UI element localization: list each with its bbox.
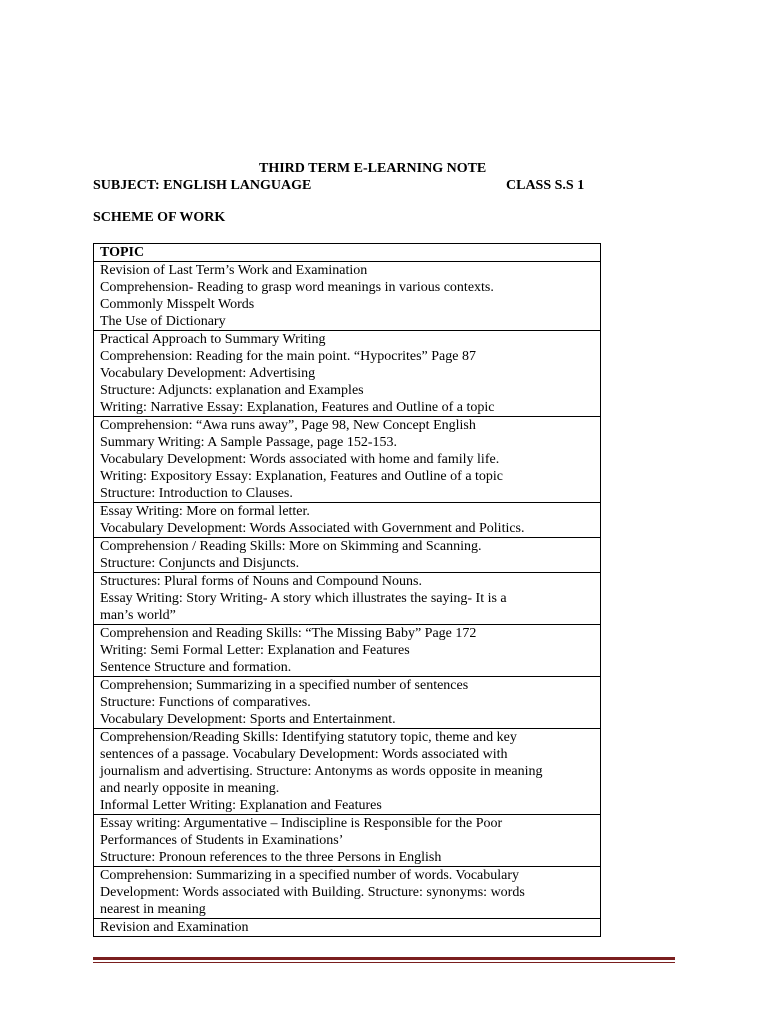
topic-line: Revision and Examination xyxy=(100,920,249,935)
topic-line: Revision of Last Term’s Work and Examination xyxy=(100,263,368,278)
topic-line: Essay Writing: More on formal letter. xyxy=(100,504,310,519)
topic-cell xyxy=(94,573,601,625)
table-row xyxy=(94,867,601,919)
scheme-of-work-table xyxy=(93,243,601,937)
topic-line: Practical Approach to Summary Writing xyxy=(100,332,326,347)
topic-cell xyxy=(94,867,601,919)
topic-cell xyxy=(94,503,601,538)
topic-line: Structure: Pronoun references to the three Persons in English xyxy=(100,850,442,865)
topic-cell xyxy=(94,417,601,503)
topic-cell xyxy=(94,262,601,331)
table-row xyxy=(94,919,601,937)
topic-line: Commonly Misspelt Words xyxy=(100,297,255,312)
topic-line: Structure: Adjuncts: explanation and Examples xyxy=(100,383,364,398)
section-heading: SCHEME OF WORK xyxy=(93,210,226,225)
topic-line: Writing: Narrative Essay: Explanation, Features and Outline of a topic xyxy=(100,400,495,415)
topic-line: sentences of a passage. Vocabulary Development: Words associated with xyxy=(100,747,508,762)
column-header-topic: TOPIC xyxy=(94,244,601,262)
topic-line: Comprehension: “Awa runs away”, Page 98, New Concept English xyxy=(100,418,476,433)
topic-cell xyxy=(94,815,601,867)
table-row xyxy=(94,538,601,573)
topic-line: Comprehension: Summarizing in a specified number of words. Vocabulary xyxy=(100,868,520,883)
topic-line: Comprehension/Reading Skills: Identifying statutory topic, theme and key xyxy=(100,730,517,745)
topic-line: Comprehension: Reading for the main point. “Hypocrites” Page 87 xyxy=(100,349,476,364)
table-row xyxy=(94,815,601,867)
topic-line: Vocabulary Development: Words Associated with Government and Politics. xyxy=(100,521,525,536)
topic-cell xyxy=(94,677,601,729)
topic-line: Informal Letter Writing: Explanation and Features xyxy=(100,798,382,813)
table-header-row xyxy=(94,244,601,262)
topic-line: Writing: Expository Essay: Explanation, Features and Outline of a topic xyxy=(100,469,504,484)
topic-line: Summary Writing: A Sample Passage, page 152-153. xyxy=(100,435,398,450)
table-row xyxy=(94,262,601,331)
topic-line: Performances of Students in Examinations’ xyxy=(100,833,344,848)
topic-line: nearest in meaning xyxy=(100,902,206,917)
topic-line: Writing: Semi Formal Letter: Explanation and Features xyxy=(100,643,410,658)
topic-line: Structure: Conjuncts and Disjuncts. xyxy=(100,556,300,571)
topic-line: Structure: Introduction to Clauses. xyxy=(100,486,293,501)
topic-line: Sentence Structure and formation. xyxy=(100,660,292,675)
topic-cell xyxy=(94,919,601,937)
topic-cell xyxy=(94,625,601,677)
topic-line: Vocabulary Development: Advertising xyxy=(100,366,316,381)
document-title: THIRD TERM E-LEARNING NOTE xyxy=(259,161,487,176)
topic-cell xyxy=(94,538,601,573)
topic-line: Essay writing: Argumentative – Indiscipline is Responsible for the Poor xyxy=(100,816,503,831)
topic-line: The Use of Dictionary xyxy=(100,314,226,329)
topic-line: Structures: Plural forms of Nouns and Compound Nouns. xyxy=(100,574,422,589)
class-label: CLASS S.S 1 xyxy=(506,178,585,193)
footer-rule-thin xyxy=(93,962,675,963)
subject-label: SUBJECT: ENGLISH LANGUAGE xyxy=(93,178,312,193)
table-row xyxy=(94,677,601,729)
topic-line: Development: Words associated with Building. Structure: synonyms: words xyxy=(100,885,525,900)
table-body xyxy=(94,262,601,937)
table-row xyxy=(94,729,601,815)
table-row xyxy=(94,573,601,625)
topic-line: Comprehension; Summarizing in a specified number of sentences xyxy=(100,678,469,693)
topic-line: journalism and advertising. Structure: Antonyms as words opposite in meaning xyxy=(100,764,543,779)
topic-line: and nearly opposite in meaning. xyxy=(100,781,280,796)
table-row xyxy=(94,417,601,503)
topic-line: Comprehension and Reading Skills: “The Missing Baby” Page 172 xyxy=(100,626,477,641)
topic-cell xyxy=(94,331,601,417)
topic-line: Comprehension / Reading Skills: More on Skimming and Scanning. xyxy=(100,539,482,554)
topic-line: Essay Writing: Story Writing- A story which illustrates the saying- It is a xyxy=(100,591,507,606)
topic-line: Vocabulary Development: Sports and Entertainment. xyxy=(100,712,396,727)
topic-line: Structure: Functions of comparatives. xyxy=(100,695,311,710)
table-row xyxy=(94,503,601,538)
footer-rule xyxy=(93,957,675,960)
topic-cell xyxy=(94,729,601,815)
topic-line: man’s world” xyxy=(100,608,176,623)
table-row xyxy=(94,625,601,677)
topic-line: Comprehension- Reading to grasp word meanings in various contexts. xyxy=(100,280,494,295)
topic-line: Vocabulary Development: Words associated with home and family life. xyxy=(100,452,500,467)
table-row xyxy=(94,331,601,417)
